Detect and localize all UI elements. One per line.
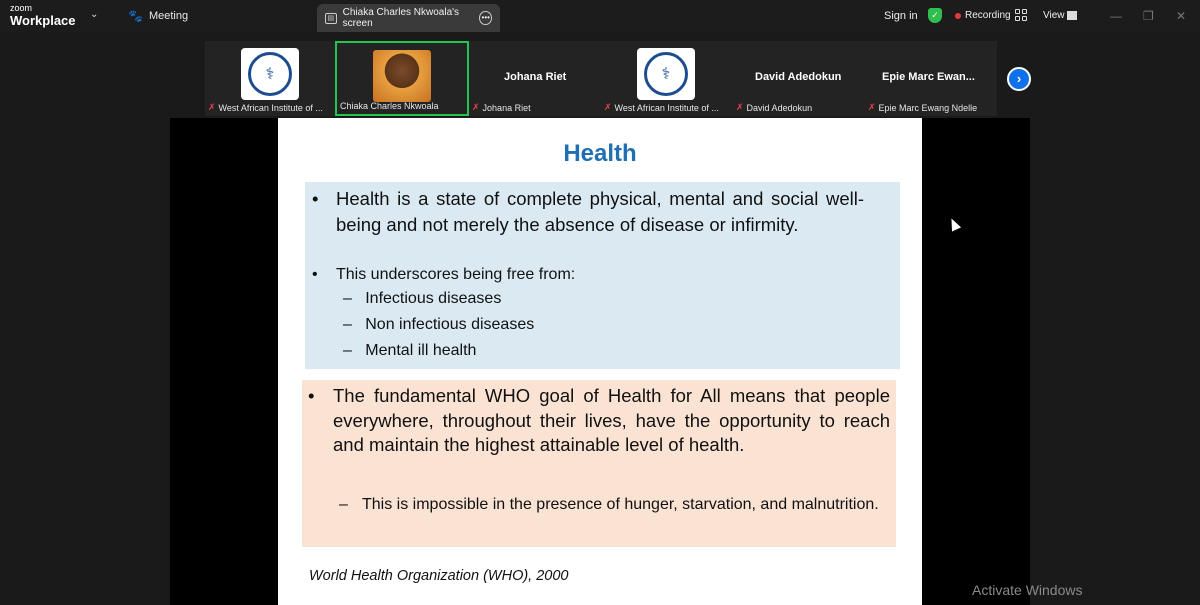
view-button[interactable]: View (1043, 10, 1065, 21)
recording-dot-icon (955, 13, 961, 19)
muted-mic-icon: ✗ (604, 102, 612, 112)
participant-display-name: Johana Riet (504, 71, 567, 83)
participant-tile[interactable] (601, 41, 733, 116)
participant-name: David Adedokun (746, 102, 813, 113)
more-options-icon[interactable]: ••• (479, 11, 492, 25)
slide-citation: World Health Organization (WHO), 2000 (309, 568, 569, 584)
minimize-icon[interactable]: — (1110, 9, 1122, 23)
sign-in-button[interactable]: Sign in (884, 10, 918, 22)
bullet-who-goal: • The fundamental WHO goal of Health for All means that people everywhere, throughout their lives, have the opportunity to reach and maintain the highest attainable level of health. (305, 384, 890, 458)
sub-item: – Infectious diseases (343, 290, 502, 307)
participant-tile[interactable] (469, 41, 601, 116)
muted-mic-icon: ✗ (736, 102, 744, 112)
participant-gallery (205, 41, 997, 116)
participant-name: Johana Riet (482, 102, 531, 113)
recording-indicator[interactable] (955, 10, 1011, 21)
screen-share-icon: ▤ (325, 13, 337, 24)
zoom-workplace-logo[interactable] (10, 4, 76, 27)
institute-logo-avatar: ⚕ (637, 48, 695, 100)
bullet-definition: • Health is a state of complete physical, mental and social well-being and not merely the absence of disease or infirmity. (309, 186, 864, 238)
participant-tile-active-speaker[interactable] (335, 41, 469, 116)
participant-name: West African Institute of ... (218, 102, 323, 113)
meeting-label: Meeting (148, 10, 189, 22)
institute-logo-avatar: ⚕ (241, 48, 299, 100)
recording-label: Recording (965, 10, 1011, 21)
participant-tile[interactable] (865, 41, 997, 116)
participant-video (373, 50, 431, 102)
participant-display-name: Epie Marc Ewan... (882, 71, 975, 83)
bullet-underscores: • This underscores being free from: (309, 264, 864, 286)
presentation-slide (278, 118, 922, 605)
shared-screen-area (170, 118, 1030, 605)
participant-tile[interactable] (205, 41, 337, 116)
sub-item: – Non infectious diseases (343, 316, 535, 333)
chevron-down-icon[interactable]: ⌄ (90, 9, 99, 20)
slide-title: Health (563, 140, 637, 167)
muted-mic-icon: ✗ (472, 102, 480, 112)
participant-display-name: David Adedokun (755, 71, 842, 83)
participant-name: West African Institute of ... (614, 102, 719, 113)
sub-item: – Mental ill health (343, 342, 477, 359)
share-screen-tab[interactable] (317, 4, 500, 32)
close-icon[interactable]: ✕ (1176, 9, 1187, 23)
zoom-logo-large: Workplace (10, 13, 76, 28)
next-page-chevron-icon[interactable]: › (1007, 67, 1031, 91)
participant-name: Chiaka Charles Nkwoala (340, 101, 439, 111)
meeting-tab[interactable] (128, 9, 188, 23)
muted-mic-icon: ✗ (208, 102, 216, 112)
view-layout-icon[interactable] (1067, 11, 1077, 20)
participant-name: Epie Marc Ewang Ndelle (878, 102, 978, 113)
apps-grid-icon[interactable] (1015, 9, 1027, 21)
paw-icon: 🐾 (128, 9, 143, 23)
participant-tile[interactable] (733, 41, 865, 116)
security-shield-icon[interactable]: ✓ (928, 8, 942, 23)
muted-mic-icon: ✗ (868, 102, 876, 112)
share-tab-label: Chiaka Charles Nkwoala's screen (342, 7, 460, 29)
title-bar (0, 0, 1200, 33)
activate-windows-watermark: Activate Windows (972, 582, 1083, 598)
zoom-logo-small: zoom (10, 3, 33, 13)
restore-icon[interactable]: ❐ (1143, 9, 1154, 23)
sub-note: – This is impossible in the presence of hunger, starvation, and malnutrition. (339, 494, 888, 516)
